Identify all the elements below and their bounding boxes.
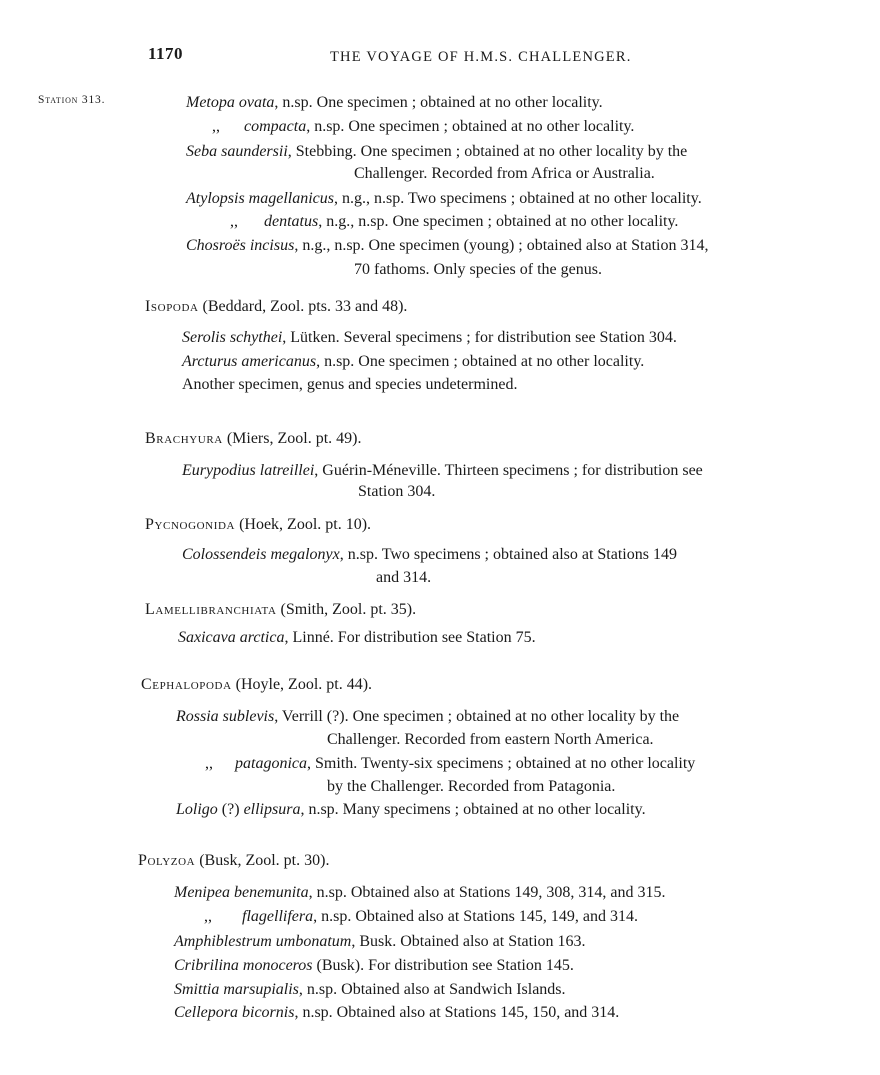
group-name: Brachyura: [145, 430, 223, 447]
group-name: Lamellibranchiata: [145, 601, 277, 618]
group-reference: (Beddard, Zool. pts. 33 and 48).: [198, 298, 408, 315]
entry-menipea-flagellifera: [204, 907, 638, 927]
entry-saxicava-arctica: [178, 628, 536, 648]
entry-serolis-schythei: [182, 328, 677, 348]
entry-loligo-ellipsura: [176, 800, 646, 820]
group-heading-lamellibranchiata: [145, 601, 416, 619]
group-heading-polyzoa: [138, 852, 329, 870]
entry-text: , n.sp. Many specimens ; obtained at no other locality.: [300, 801, 646, 818]
ditto-mark: ,,: [230, 213, 238, 230]
entry-metopa-ovata: [186, 93, 603, 113]
species-name: flagellifera: [242, 908, 314, 925]
entry-text: , n.sp. Two specimens ; obtained also at Stations 149: [339, 546, 677, 563]
entry-rossia-patagonica: [205, 754, 695, 774]
entry-text: , Busk. Obtained also at Station 163.: [351, 933, 586, 950]
entry-continuation: by the Challenger. Recorded from Patagonia.: [327, 778, 616, 795]
entry-rossia-sublevis: [176, 707, 679, 727]
entry-text: , n.sp. Obtained also at Stations 149, 308, 314, and 315.: [308, 884, 666, 901]
entry-text: , n.sp. One specimen ; obtained at no other locality.: [306, 118, 635, 135]
group-reference: (Hoek, Zool. pt. 10).: [235, 516, 372, 533]
species-name: Loligo: [176, 801, 218, 818]
group-heading-cephalopoda: [141, 676, 372, 694]
entry-text: , n.sp. One specimen ; obtained at no other locality.: [274, 94, 603, 111]
entry-cribrilina-monoceros: [174, 956, 574, 976]
group-heading-isopoda: [145, 298, 407, 316]
group-heading-pycnogonida: [145, 516, 371, 534]
species-name: Seba saundersii: [186, 143, 288, 160]
species-name: Eurypodius latreillei: [182, 462, 315, 479]
entry-amphiblestrum-umbonatum: [174, 932, 586, 952]
species-name: ellipsura: [243, 801, 301, 818]
entry-text: , Linné. For distribution see Station 75.: [284, 629, 536, 646]
ditto-mark: ,,: [212, 118, 220, 135]
entry-arcturus-americanus: [182, 352, 644, 372]
entry-continuation: 70 fathoms. Only species of the genus.: [354, 261, 602, 278]
group-reference: (Hoyle, Zool. pt. 44).: [231, 676, 373, 693]
entry-menipea-benemunita: [174, 883, 665, 903]
entry-text: , n.sp. Obtained also at Sandwich Islands.: [298, 981, 566, 998]
station-label: Station 313.: [38, 94, 106, 106]
entry-text: , Stebbing. One specimen ; obtained at no other locality by the: [287, 143, 688, 160]
group-name: Isopoda: [145, 298, 199, 315]
entry-continuation: Station 304.: [358, 483, 436, 500]
species-name: Serolis schythei: [182, 329, 283, 346]
entry-text: , Guérin-Méneville. Thirteen specimens ; for distribution see: [314, 462, 703, 479]
species-name: Colossendeis megalonyx: [182, 546, 340, 563]
entry-text: , Smith. Twenty-six specimens ; obtained at no other locality: [307, 755, 696, 772]
species-name: Metopa ovata: [186, 94, 275, 111]
entry-seba-saundersii: [186, 142, 687, 162]
entry-colossendeis-megalonyx: [182, 545, 677, 565]
group-reference: (Smith, Zool. pt. 35).: [276, 601, 417, 618]
entry-metopa-compacta: [212, 117, 634, 137]
entry-eurypodius-latreillei: [182, 461, 703, 481]
running-title: THE VOYAGE OF H.M.S. CHALLENGER.: [330, 49, 632, 65]
species-name: patagonica: [235, 755, 307, 772]
entry-continuation: and 314.: [376, 569, 432, 586]
species-name: Cellepora bicornis: [174, 1004, 295, 1021]
entry-text: , n.g., n.sp. One specimen ; obtained at no other locality.: [318, 213, 679, 230]
entry-text: , n.sp. Obtained also at Stations 145, 150, and 314.: [294, 1004, 620, 1021]
group-name: Polyzoa: [138, 852, 196, 869]
species-name: compacta: [244, 118, 307, 135]
entry-text: (?): [217, 801, 244, 818]
species-name: Menipea benemunita: [174, 884, 309, 901]
entry-text: , n.g., n.sp. One specimen (young) ; obtained also at Station 314,: [294, 237, 709, 254]
species-name: Smittia marsupialis: [174, 981, 299, 998]
group-reference: (Miers, Zool. pt. 49).: [222, 430, 362, 447]
entry-undetermined: Another specimen, genus and species undetermined.: [182, 376, 518, 393]
species-name: Amphiblestrum umbonatum: [174, 933, 352, 950]
entry-atylopsis-dentatus: [230, 212, 678, 232]
entry-cellepora-bicornis: [174, 1003, 619, 1023]
entry-text: , n.sp. Obtained also at Stations 145, 149, and 314.: [313, 908, 638, 925]
species-name: Chosroës incisus: [186, 237, 295, 254]
entry-chosroes-incisus: [186, 236, 708, 256]
group-reference: (Busk, Zool. pt. 30).: [195, 852, 330, 869]
entry-text: , n.sp. One specimen ; obtained at no other locality.: [316, 353, 645, 370]
entry-text: , n.g., n.sp. Two specimens ; obtained at no other locality.: [333, 190, 702, 207]
group-name: Cephalopoda: [141, 676, 232, 693]
species-name: Arcturus americanus: [182, 353, 317, 370]
entry-continuation: Challenger. Recorded from eastern North America.: [327, 731, 654, 748]
entry-smittia-marsupialis: [174, 980, 566, 1000]
entry-text: , Lütken. Several specimens ; for distribution see Station 304.: [282, 329, 677, 346]
entry-text: , Verrill (?). One specimen ; obtained at no other locality by the: [274, 708, 680, 725]
species-name: dentatus: [264, 213, 319, 230]
ditto-mark: ,,: [204, 908, 212, 925]
group-name: Pycnogonida: [145, 516, 236, 533]
species-name: Saxicava arctica: [178, 629, 285, 646]
ditto-mark: ,,: [205, 755, 213, 772]
entry-atylopsis-magellanicus: [186, 189, 702, 209]
entry-continuation: Challenger. Recorded from Africa or Australia.: [354, 165, 655, 182]
species-name: Atylopsis magellanicus: [186, 190, 334, 207]
entry-text: (Busk). For distribution see Station 145.: [312, 957, 574, 974]
group-heading-brachyura: [145, 430, 361, 448]
species-name: Cribrilina monoceros: [174, 957, 313, 974]
page-number: 1170: [148, 44, 184, 63]
species-name: Rossia sublevis: [176, 708, 275, 725]
